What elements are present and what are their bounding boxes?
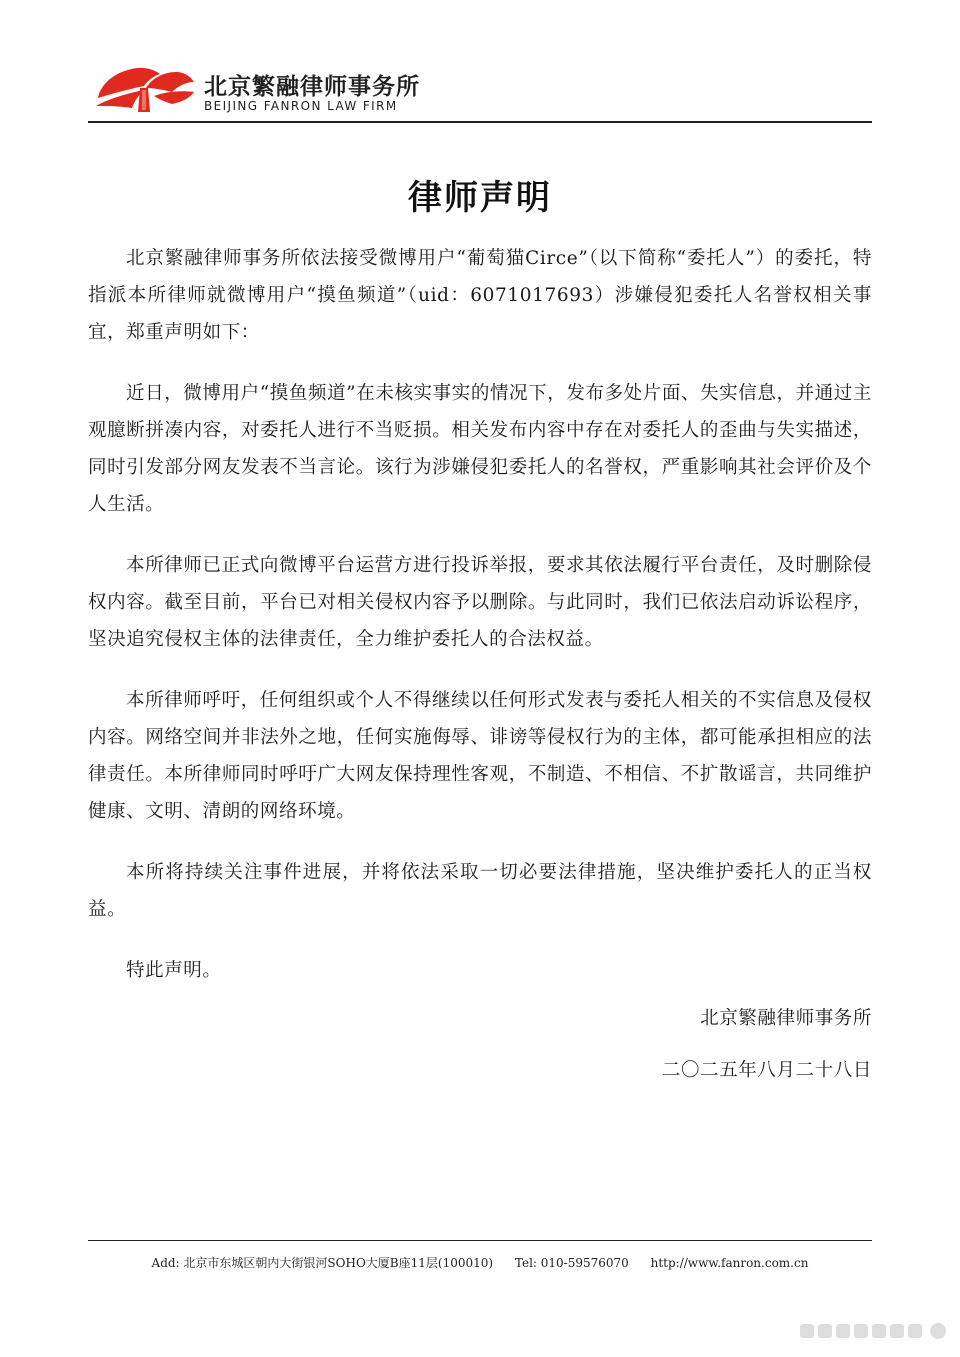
paragraph: 本所将持续关注事件进展，并将依法采取一切必要法律措施，坚决维护委托人的正当权益。 [88, 862, 872, 920]
paragraph: 本所律师已正式向微博平台运营方进行投诉举报，要求其依法履行平台责任，及时删除侵权内容。截至目前，平台已对相关侵权内容予以删除。与此同时，我们已依法启动诉讼程序，坚决追究侵权主体的法律责任，全力维护委托人的合法权益。 [88, 555, 872, 650]
letterhead [88, 52, 872, 122]
footer-address: Add: 北京市东城区朝内大街银河SOHO大厦B座11层(100010) [151, 1256, 494, 1270]
footer-tel: Tel: 010-59576070 [514, 1256, 629, 1270]
footer-contact [0, 1254, 960, 1271]
firm-name-cn: 北京繁融律师事务所 [204, 74, 420, 100]
paragraph: 北京繁融律师事务所依法接受微博用户“葡萄猫Circe”（以下简称“委托人”）的委托，特指派本所律师就微博用户“摸鱼频道”（uid：6071017693）涉嫌侵犯委托人名誉权相关事宜，郑重声明如下： [88, 248, 872, 343]
header-divider [88, 121, 872, 123]
weibo-watermark-icon [800, 1318, 952, 1344]
tree-logo-icon [94, 58, 198, 114]
paragraph: 本所律师呼吁，任何组织或个人不得继续以任何形式发表与委托人相关的不实信息及侵权内容。网络空间并非法外之地，任何实施侮辱、诽谤等侵权行为的主体，都可能承担相应的法律责任。本所律师同时呼吁广大网友保持理性客观，不制造、不相信、不扩散谣言，共同维护健康、文明、清朗的网络环境。 [88, 690, 872, 822]
closing-statement: 特此声明。 [126, 960, 222, 981]
footer-website: http://www.fanron.com.cn [650, 1256, 809, 1270]
statement-body [88, 240, 872, 1013]
signature-date: 二〇二五年八月二十八日 [661, 1060, 872, 1081]
paragraph: 近日，微博用户“摸鱼频道”在未核实事实的情况下，发布多处片面、失实信息，并通过主观臆断拼凑内容，对委托人进行不当贬损。相关发布内容中存在对委托人的歪曲与失实描述，同时引发部分网友发表不当言论。该行为涉嫌侵犯委托人的名誉权，严重影响其社会评价及个人生活。 [88, 383, 872, 515]
signature-organization: 北京繁融律师事务所 [700, 1008, 872, 1029]
firm-name-en: BEIJING FANRON LAW FIRM [204, 99, 398, 113]
document-title: 律师声明 [408, 178, 552, 218]
footer-divider [88, 1240, 872, 1241]
